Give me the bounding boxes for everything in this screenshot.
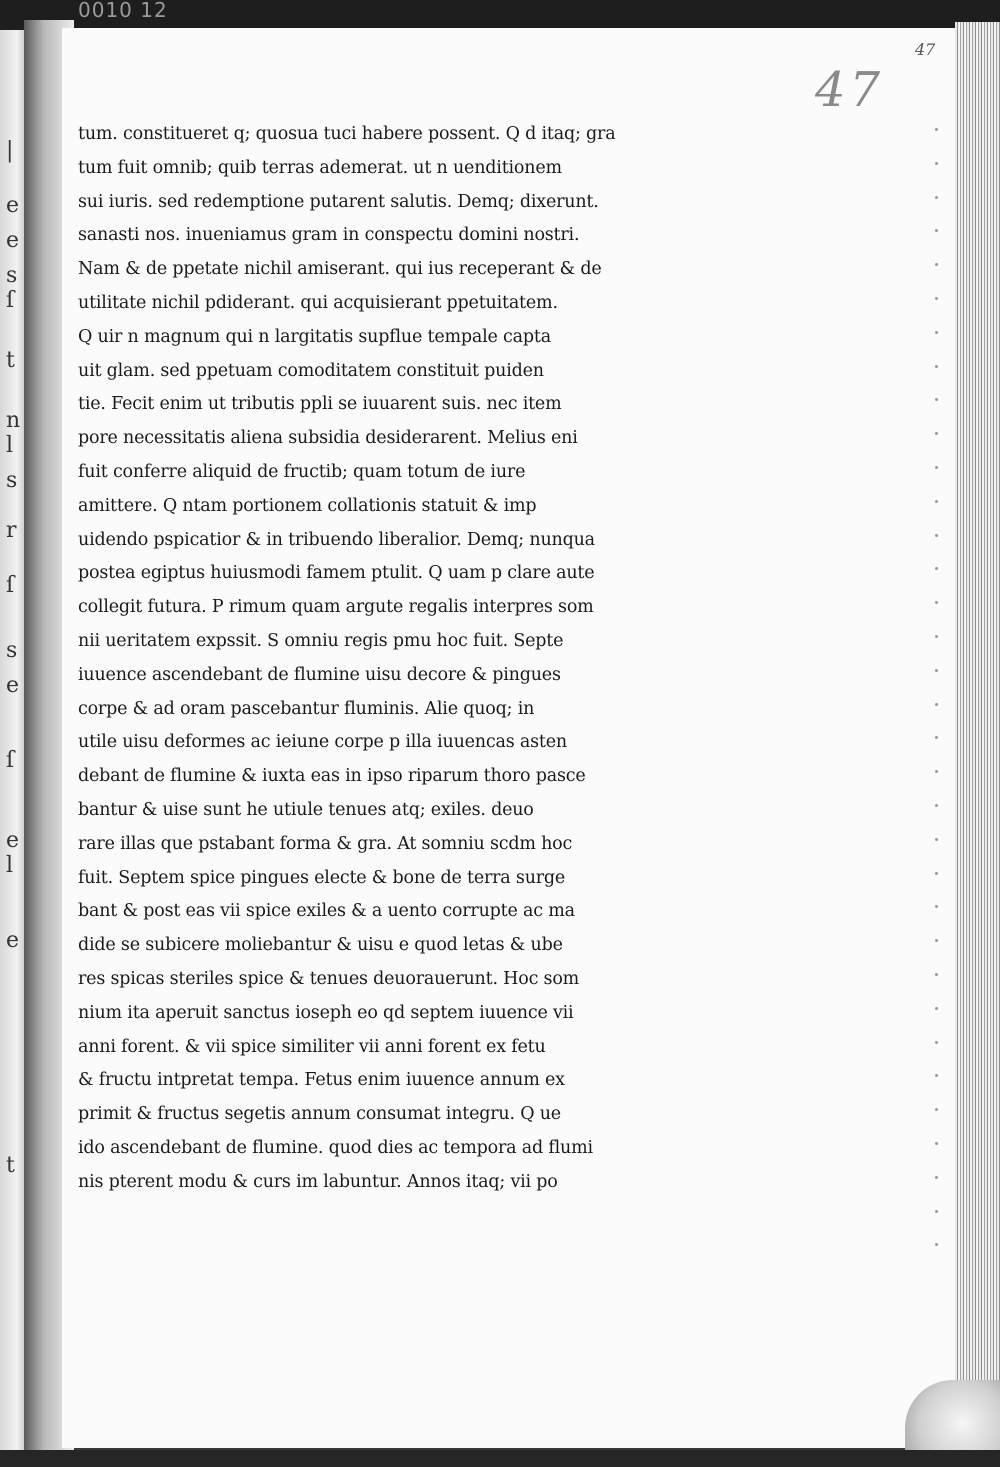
- manuscript-line: Q uir n magnum qui n largitatis supflue tempale capta: [78, 326, 551, 347]
- prick-mark: [935, 567, 938, 570]
- manuscript-line: anni forent. & vii spice similiter vii anni forent ex fetu: [78, 1036, 546, 1057]
- manuscript-line: ido ascendebant de flumine. quod dies ac tempora ad flumi: [78, 1137, 593, 1158]
- prick-mark: [935, 128, 938, 131]
- manuscript-text: [78, 118, 778, 1200]
- prick-mark: [935, 263, 938, 266]
- manuscript-line: dide se subicere moliebantur & uisu e quod letas & ube: [78, 935, 563, 956]
- prick-mark: [935, 1142, 938, 1145]
- manuscript-line: sui iuris. sed redemptione putarent salutis. Demq; dixerunt.: [78, 191, 599, 212]
- prick-mark: [935, 635, 938, 638]
- prick-mark: [935, 500, 938, 503]
- book-fore-edge: [955, 22, 1000, 1467]
- manuscript-line: nis pterent modu & curs im labuntur. Annos itaq; vii po: [78, 1171, 558, 1192]
- manuscript-line: fuit. Septem spice pingues electe & bone de terra surge: [78, 867, 566, 888]
- manuscript-line: rare illas que pstabant forma & gra. At somniu scdm hoc: [78, 833, 573, 854]
- manuscript-line: amittere. Q ntam portionem collationis statuit & imp: [78, 495, 537, 516]
- margin-mark: n: [6, 408, 21, 433]
- manuscript-line: debant de flumine & iuxta eas in ipso riparum thoro pasce: [78, 766, 586, 787]
- margin-mark: l: [6, 853, 14, 878]
- prick-mark: [935, 229, 938, 232]
- prick-mark: [935, 534, 938, 537]
- prick-mark: [935, 601, 938, 604]
- ruling-prick-marks: [935, 118, 941, 1418]
- manuscript-line: tie. Fecit enim ut tributis ppli se iuuarent suis. nec item: [78, 394, 562, 415]
- prick-mark: [935, 736, 938, 739]
- margin-mark: ſ: [6, 748, 15, 773]
- manuscript-line: tum. constitueret q; quosua tuci habere possent. Q d itaq; gra: [78, 124, 616, 144]
- manuscript-line: uidendo pspicatior & in tribuendo liberalior. Demq; nunqua: [78, 529, 595, 550]
- margin-mark: e: [6, 673, 20, 698]
- manuscript-line: collegit futura. P rimum quam argute regalis interpres som: [78, 597, 594, 618]
- margin-mark: s: [6, 638, 18, 663]
- margin-mark: s: [6, 468, 18, 493]
- margin-mark: ſ: [6, 573, 15, 598]
- prick-mark: [935, 466, 938, 469]
- prick-mark: [935, 872, 938, 875]
- manuscript-line: corpe & ad oram pascebantur fluminis. Alie quoq; in: [78, 698, 535, 719]
- prick-mark: [935, 939, 938, 942]
- margin-mark: e: [6, 193, 20, 218]
- prick-mark: [935, 703, 938, 706]
- prick-mark: [935, 1074, 938, 1077]
- prick-mark: [935, 804, 938, 807]
- manuscript-line: sanasti nos. inueniamus gram in conspectu domini nostri.: [78, 225, 580, 246]
- manuscript-line: tum fuit omnib; quib terras ademerat. ut n uenditionem: [78, 157, 562, 178]
- prick-mark: [935, 432, 938, 435]
- scan-bottom-border: [0, 1450, 1000, 1467]
- manuscript-line: primit & fructus segetis annum consumat integru. Q ue: [78, 1104, 561, 1125]
- folio-number-small: 47: [915, 40, 936, 59]
- prick-mark: [935, 1210, 938, 1213]
- margin-mark: e: [6, 228, 20, 253]
- prick-mark: [935, 331, 938, 334]
- manuscript-line: pore necessitatis aliena subsidia desiderarent. Melius eni: [78, 428, 578, 449]
- manuscript-line: utilitate nichil pdiderant. qui acquisierant ppetuitatem.: [78, 292, 558, 313]
- manuscript-line: bant & post eas vii spice exiles & a uento corrupte ac ma: [78, 901, 575, 922]
- prick-mark: [935, 398, 938, 401]
- margin-mark: t: [6, 348, 15, 373]
- prick-mark: [935, 838, 938, 841]
- margin-mark: r: [6, 518, 17, 543]
- prick-mark: [935, 905, 938, 908]
- prick-mark: [935, 297, 938, 300]
- prick-mark: [935, 162, 938, 165]
- prick-mark: [935, 770, 938, 773]
- prick-mark: [935, 1176, 938, 1179]
- prick-mark: [935, 669, 938, 672]
- manuscript-line: nii ueritatem expssit. S omniu regis pmu hoc fuit. Septe: [78, 630, 564, 651]
- prick-mark: [935, 973, 938, 976]
- margin-mark: s: [6, 263, 18, 288]
- margin-mark: l: [6, 433, 14, 458]
- prick-mark: [935, 365, 938, 368]
- prick-mark: [935, 196, 938, 199]
- prick-mark: [935, 1243, 938, 1246]
- manuscript-line: Nam & de ppetate nichil amiserant. qui ius receperant & de: [78, 259, 602, 280]
- shelfmark-label: 0010 12: [78, 0, 168, 22]
- margin-mark: |: [6, 138, 14, 163]
- manuscript-line: iuuence ascendebant de flumine uisu decore & pingues: [78, 664, 561, 685]
- manuscript-line: utile uisu deformes ac ieiune corpe p illa iuuencas asten: [78, 732, 567, 753]
- manuscript-line: res spicas steriles spice & tenues deuorauerunt. Hoc som: [78, 968, 580, 989]
- prick-mark: [935, 1007, 938, 1010]
- manuscript-line: & fructu intpretat tempa. Fetus enim iuuence annum ex: [78, 1070, 565, 1091]
- manuscript-line: nium ita aperuit sanctus ioseph eo qd septem iuuence vii: [78, 1002, 574, 1023]
- prick-mark: [935, 1108, 938, 1111]
- folio-number: 47: [815, 62, 885, 118]
- margin-mark: ſ: [6, 288, 15, 313]
- margin-mark: t: [6, 1153, 15, 1178]
- manuscript-line: fuit conferre aliquid de fructib; quam totum de iure: [78, 461, 526, 482]
- manuscript-line: uit glam. sed ppetuam comoditatem constituit puiden: [78, 360, 544, 381]
- margin-mark: e: [6, 828, 20, 853]
- manuscript-line: bantur & uise sunt he utiule tenues atq; exiles. deuo: [78, 799, 534, 820]
- prick-mark: [935, 1041, 938, 1044]
- margin-mark: e: [6, 928, 20, 953]
- manuscript-line: postea egiptus huiusmodi famem ptulit. Q uam p clare aute: [78, 563, 595, 584]
